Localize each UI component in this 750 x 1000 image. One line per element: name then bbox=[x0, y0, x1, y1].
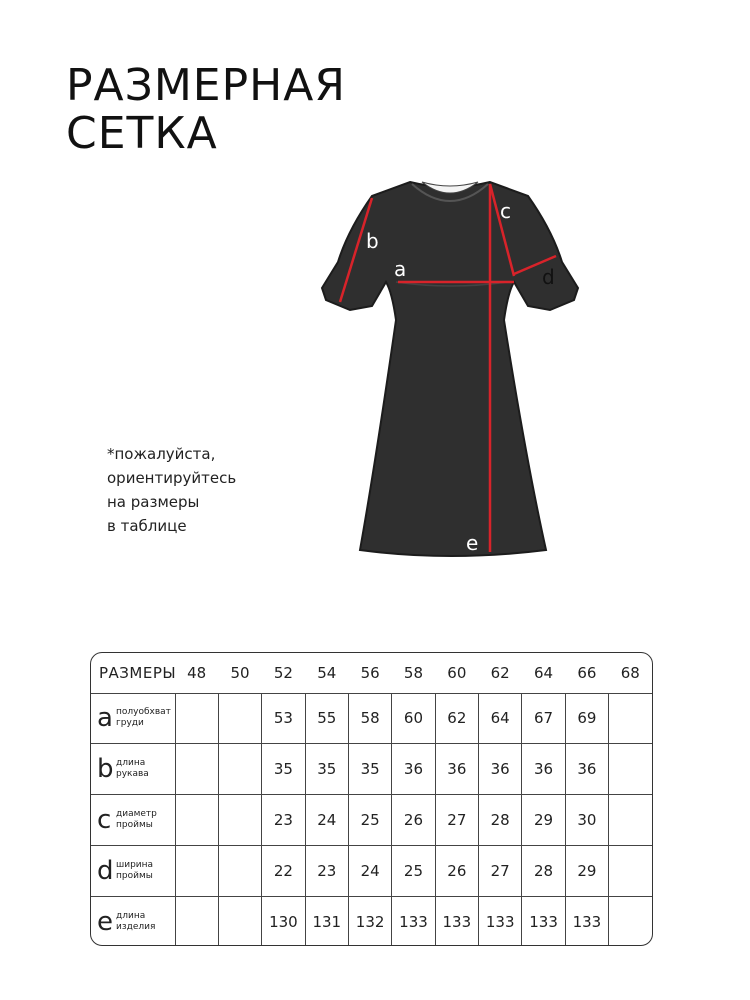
value-cell bbox=[609, 693, 652, 744]
value-cell: 36 bbox=[392, 744, 435, 795]
row-letter: e bbox=[97, 906, 113, 937]
value-cell: 28 bbox=[522, 845, 565, 896]
row-letter: a bbox=[97, 703, 113, 734]
row-letter: d bbox=[97, 855, 114, 886]
value-cell bbox=[175, 896, 218, 946]
value-cell: 55 bbox=[305, 693, 348, 744]
size-header-cell: 68 bbox=[620, 663, 640, 682]
value-cell: 35 bbox=[262, 744, 305, 795]
value-cell: 24 bbox=[348, 845, 391, 896]
dress-diagram bbox=[300, 160, 600, 580]
value-cell bbox=[175, 693, 218, 744]
row-desc-line-1: длина bbox=[116, 758, 146, 769]
value-cell: 23 bbox=[262, 795, 305, 846]
value-cell: 35 bbox=[305, 744, 348, 795]
title-line-2: СЕТКА bbox=[66, 108, 218, 159]
value-cell: 60 bbox=[392, 693, 435, 744]
row-desc-line-2: груди bbox=[116, 718, 144, 729]
value-cell bbox=[609, 744, 652, 795]
row-label bbox=[91, 845, 175, 896]
value-cell: 27 bbox=[435, 795, 478, 846]
row-description bbox=[116, 758, 149, 780]
value-cell: 67 bbox=[522, 693, 565, 744]
value-cell: 36 bbox=[522, 744, 565, 795]
value-cell: 131 bbox=[305, 896, 348, 946]
note-line-2: ориентируйтесь bbox=[107, 469, 237, 487]
row-desc-line-1: диаметр bbox=[116, 808, 157, 819]
value-cell: 53 bbox=[262, 693, 305, 744]
row-desc-line-2: изделия bbox=[116, 921, 156, 932]
value-cell: 26 bbox=[392, 795, 435, 846]
size-note bbox=[107, 442, 236, 538]
measure-row-b bbox=[91, 744, 652, 795]
size-header-cell: 60 bbox=[447, 663, 467, 682]
value-cell: 133 bbox=[435, 896, 478, 946]
page-title bbox=[66, 62, 346, 158]
size-table bbox=[90, 652, 653, 946]
value-cell: 28 bbox=[479, 795, 522, 846]
row-label bbox=[91, 744, 175, 795]
label-a: a bbox=[394, 257, 407, 281]
value-cell: 35 bbox=[348, 744, 391, 795]
value-cell: 24 bbox=[305, 795, 348, 846]
size-header-cell: 56 bbox=[360, 663, 380, 682]
value-cell: 58 bbox=[348, 693, 391, 744]
row-description bbox=[116, 809, 157, 831]
value-cell: 29 bbox=[522, 795, 565, 846]
size-header-cell: 62 bbox=[490, 663, 510, 682]
row-description bbox=[116, 911, 155, 933]
value-cell: 27 bbox=[479, 845, 522, 896]
measure-row-c bbox=[91, 795, 652, 846]
value-cell: 133 bbox=[392, 896, 435, 946]
value-cell: 36 bbox=[565, 744, 608, 795]
measure-row-e bbox=[91, 896, 652, 946]
value-cell bbox=[609, 896, 652, 946]
value-cell bbox=[175, 795, 218, 846]
note-line-4: в таблице bbox=[107, 517, 187, 535]
row-description bbox=[116, 707, 171, 729]
label-d: d bbox=[542, 265, 555, 289]
size-header-row bbox=[91, 653, 652, 693]
row-desc-line-2: рукава bbox=[116, 769, 149, 780]
value-cell: 22 bbox=[262, 845, 305, 896]
value-cell bbox=[609, 795, 652, 846]
size-header-cell: 48 bbox=[187, 663, 207, 682]
size-header-cell: 52 bbox=[273, 663, 293, 682]
value-cell bbox=[218, 795, 261, 846]
row-label bbox=[91, 896, 175, 946]
value-cell bbox=[218, 744, 261, 795]
row-desc-line-1: ширина bbox=[116, 859, 154, 870]
value-cell: 36 bbox=[435, 744, 478, 795]
value-cell: 64 bbox=[479, 693, 522, 744]
value-cell bbox=[175, 845, 218, 896]
row-description bbox=[116, 860, 153, 882]
size-table-grid bbox=[91, 653, 652, 946]
value-cell bbox=[175, 744, 218, 795]
size-header-cell: 58 bbox=[403, 663, 424, 682]
row-label bbox=[91, 693, 175, 744]
value-cell bbox=[609, 845, 652, 896]
value-cell bbox=[218, 693, 261, 744]
size-header-cell: 66 bbox=[577, 663, 597, 682]
label-e: e bbox=[466, 531, 479, 555]
size-header-cell: 54 bbox=[317, 663, 337, 682]
row-letter: b bbox=[97, 754, 114, 785]
value-cell: 130 bbox=[262, 896, 305, 946]
value-cell: 36 bbox=[479, 744, 522, 795]
measure-row-d bbox=[91, 845, 652, 896]
value-cell bbox=[218, 896, 261, 946]
value-cell: 25 bbox=[348, 795, 391, 846]
value-cell: 29 bbox=[565, 845, 608, 896]
label-c: c bbox=[500, 199, 511, 223]
value-cell: 132 bbox=[348, 896, 391, 946]
value-cell: 133 bbox=[479, 896, 522, 946]
row-desc-line-1: длина bbox=[116, 910, 146, 921]
row-desc-line-2: проймы bbox=[116, 819, 153, 830]
value-cell: 133 bbox=[522, 896, 565, 946]
label-b: b bbox=[366, 229, 379, 253]
size-header-cell: 50 bbox=[230, 663, 250, 682]
size-header-label: РАЗМЕРЫ bbox=[99, 663, 177, 682]
value-cell: 26 bbox=[435, 845, 478, 896]
value-cell: 62 bbox=[435, 693, 478, 744]
measure-row-a bbox=[91, 693, 652, 744]
row-letter: c bbox=[97, 804, 112, 835]
row-label bbox=[91, 795, 175, 846]
value-cell bbox=[218, 845, 261, 896]
value-cell: 25 bbox=[392, 845, 435, 896]
title-line-1: РАЗМЕРНАЯ bbox=[66, 60, 346, 111]
value-cell: 133 bbox=[565, 896, 608, 946]
note-line-1: *пожалуйста, bbox=[107, 445, 216, 463]
row-desc-line-1: полуобхват bbox=[116, 707, 171, 718]
size-header-cell: 64 bbox=[534, 663, 554, 682]
row-desc-line-2: проймы bbox=[116, 870, 153, 881]
value-cell: 69 bbox=[565, 693, 608, 744]
value-cell: 23 bbox=[305, 845, 348, 896]
value-cell: 30 bbox=[565, 795, 608, 846]
note-line-3: на размеры bbox=[107, 493, 200, 511]
